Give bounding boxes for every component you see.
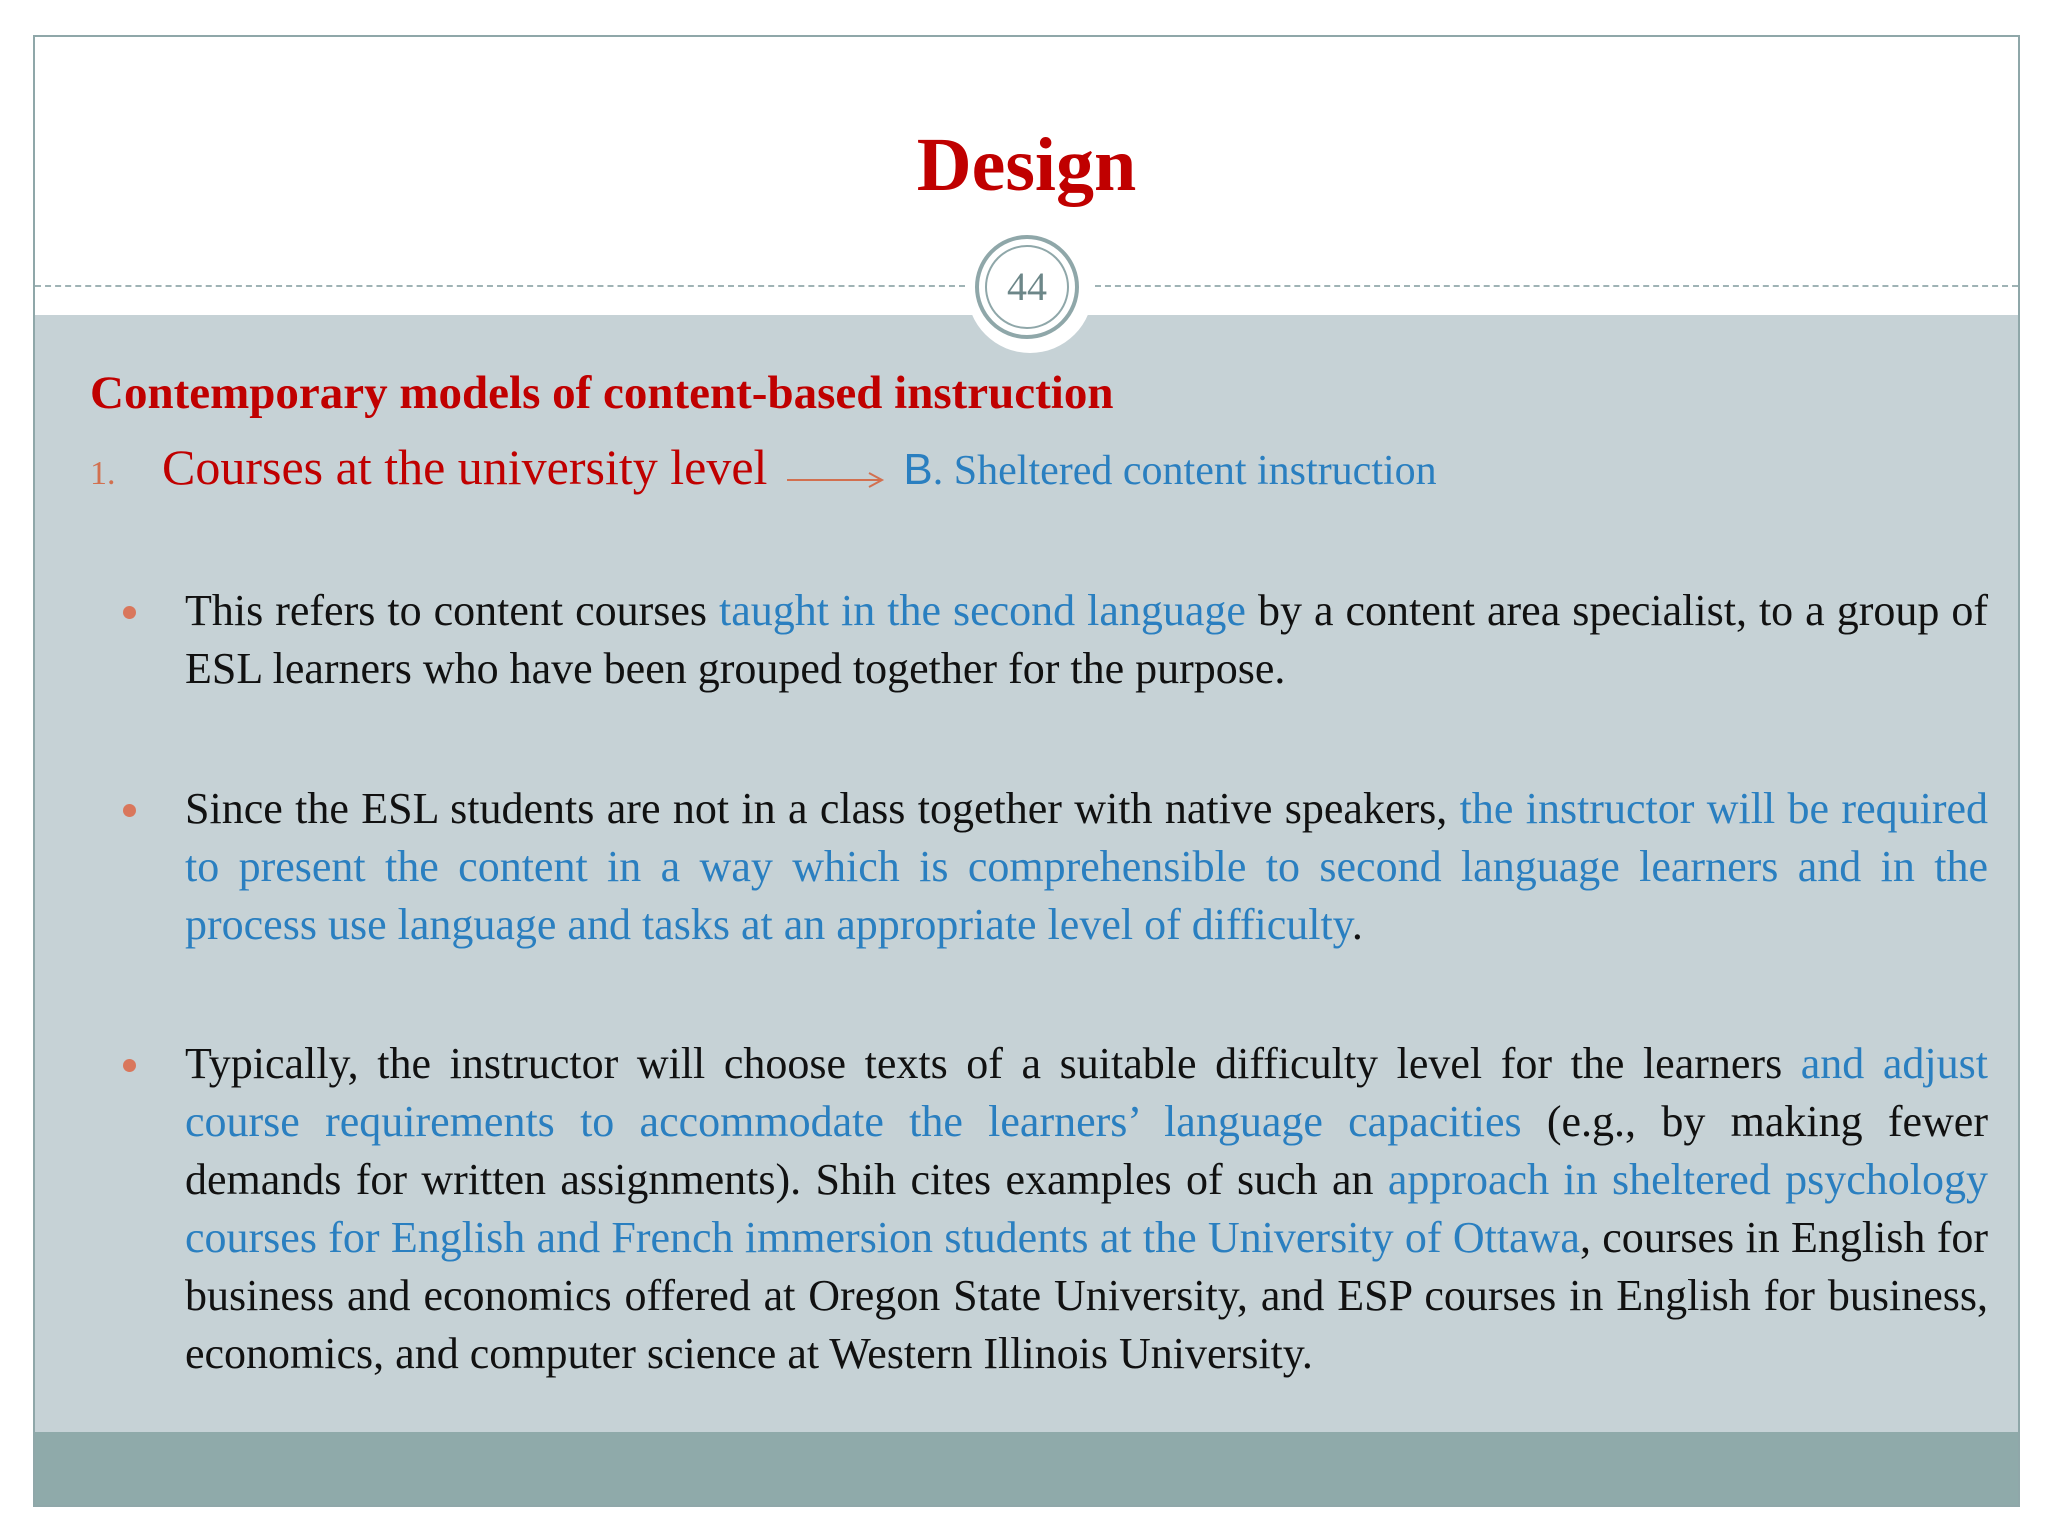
bullet-item bbox=[90, 780, 1988, 954]
list-number: 1. bbox=[90, 455, 116, 492]
slide-subtitle: Contemporary models of content-based instruction bbox=[90, 367, 1114, 419]
bullet-text-part: Since the ESL students are not in a class together with native speakers, bbox=[185, 784, 1460, 833]
bullet-dot-icon bbox=[123, 606, 136, 619]
slide-title: Design bbox=[916, 123, 1137, 207]
bullet-highlight: taught in the second language bbox=[719, 586, 1246, 635]
header-divider-right bbox=[1095, 285, 2018, 287]
bullet-text bbox=[185, 582, 1988, 698]
arrow-right-icon bbox=[785, 470, 885, 490]
bullet-text-part: by a content area specialist, to a group of ESL learners who have been grouped together for the purpose. bbox=[185, 586, 1988, 693]
bullet-highlight: and adjust course requirements to accommodate the learners’ language capacities bbox=[185, 1039, 1988, 1146]
target-text: . Sheltered content instruction bbox=[932, 448, 1437, 494]
numbered-list-item bbox=[90, 435, 1437, 500]
bullet-text-part: , courses in English for business and economics offered at Oregon State University, and ESP courses in English for business, economics, and computer science at Western Illinois University. bbox=[185, 1213, 1989, 1378]
list-item-text: Courses at the university level bbox=[162, 439, 768, 495]
footer-band bbox=[35, 1432, 2018, 1505]
bullet-text bbox=[185, 1035, 1988, 1383]
target-letter: B bbox=[903, 445, 933, 494]
slide bbox=[33, 35, 2020, 1507]
page-number: 44 bbox=[985, 245, 1069, 329]
bullet-text-part: Typically, the instructor will choose texts of a suitable difficulty level for the learners bbox=[185, 1039, 1801, 1088]
bullet-text-part: . bbox=[1351, 900, 1363, 949]
bullet-dot-icon bbox=[123, 1059, 136, 1072]
bullet-highlight: the instructor will be required to present the content in a way which is comprehensible to second language learners and in the process use language and tasks at an appropriate level of difficulty bbox=[185, 784, 1989, 949]
bullet-highlight: approach in sheltered psychology courses for English and French immersion students at the University of Ottawa bbox=[185, 1155, 1989, 1262]
bullet-text-part: (e.g., by making fewer demands for written assignments). Shih cites examples of such an bbox=[185, 1097, 1988, 1204]
bullet-text-part: This refers to content courses bbox=[185, 586, 720, 635]
bullet-item bbox=[90, 582, 1988, 698]
bullet-item bbox=[90, 1035, 1988, 1383]
bullet-text bbox=[185, 780, 1988, 954]
header-divider-left bbox=[35, 285, 965, 287]
bullet-dot-icon bbox=[123, 804, 136, 817]
